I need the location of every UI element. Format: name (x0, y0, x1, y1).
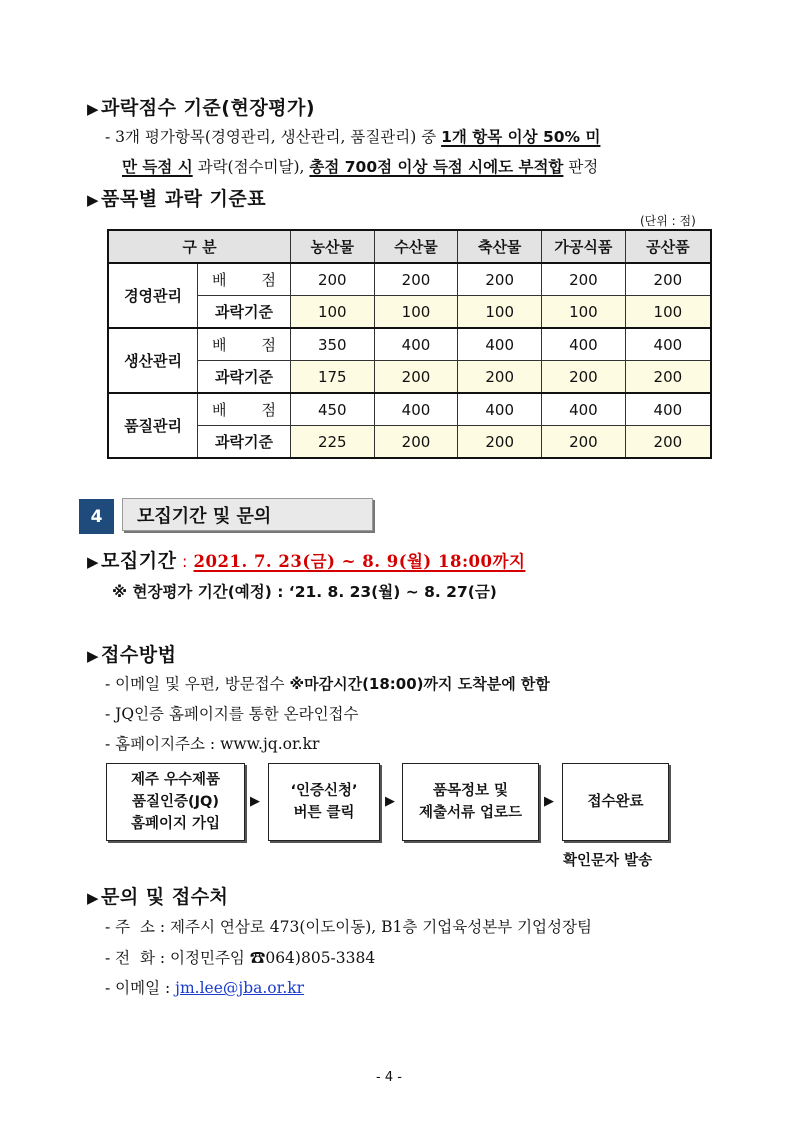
period-label: 모집기간 (101, 550, 177, 572)
table-cell: 100 (374, 296, 458, 329)
flow-step-apply: ‘인증신청’ 버튼 클릭 (268, 763, 380, 841)
row-label: 배 점 (198, 263, 291, 296)
header-category: 구 분 (108, 230, 290, 263)
table-cell: 200 (625, 361, 711, 394)
table-row (108, 263, 711, 296)
table-cell: 400 (542, 393, 626, 426)
deadline-note: ※마감시간(18:00)까지 도착분에 한함 (289, 675, 550, 693)
row-label: 과락기준 (198, 426, 291, 459)
header-livestock: 축산물 (458, 230, 542, 263)
contact-heading (87, 882, 228, 909)
contact-phone: - 전 화 : 이정민주임 ☎064)805-3384 (105, 949, 376, 967)
criteria-line-2: 만 득점 시 과락(점수미달), 총점 700점 이상 득점 시에도 부적합 판정 (122, 158, 599, 176)
page-number: - 4 - (376, 1070, 402, 1085)
table-cell: 200 (542, 426, 626, 459)
header-agri: 농산물 (290, 230, 374, 263)
row-label: 배 점 (198, 328, 291, 361)
table-row (108, 393, 711, 426)
header-fish: 수산물 (374, 230, 458, 263)
triangle-right-icon: ▶ (87, 100, 100, 118)
section-title: 모집기간 및 문의 (122, 498, 373, 531)
triangle-right-icon: ▶ (87, 191, 100, 209)
group-management: 경영관리 (108, 263, 198, 328)
header-processed: 가공식품 (542, 230, 626, 263)
period-value: 2021. 7. 23(금) ~ 8. 9(월) 18:00까지 (193, 552, 526, 571)
flow-step-complete: 접수완료 (562, 763, 669, 841)
criteria-emphasis-2: 만 득점 시 (122, 158, 193, 176)
table-cell: 400 (458, 393, 542, 426)
flow-step-upload: 품목정보 및 제출서류 업로드 (402, 763, 539, 841)
table-cell: 450 (290, 393, 374, 426)
criteria-emphasis-3: 총점 700점 이상 득점 시에도 부적합 (309, 158, 564, 176)
table-cell: 100 (625, 296, 711, 329)
contact-email-line: - 이메일 : jm.lee@jba.or.kr (105, 979, 305, 997)
table-heading (87, 184, 266, 211)
criteria-line-1: - 3개 평가항목(경영관리, 생산관리, 품질관리) 중 1개 항목 이상 50% 미 (105, 128, 601, 146)
group-quality: 품질관리 (108, 393, 198, 458)
flow-note: 확인문자 발송 (563, 853, 653, 869)
triangle-right-icon: ▶ (87, 889, 100, 907)
table-cell: 400 (374, 328, 458, 361)
header-industrial: 공산품 (625, 230, 711, 263)
table-cell: 200 (374, 263, 458, 296)
email-link[interactable]: jm.lee@jba.or.kr (175, 979, 305, 997)
table-row (108, 426, 711, 459)
criteria-heading (87, 93, 315, 120)
score-table (107, 229, 712, 459)
triangle-right-icon: ▶ (87, 647, 100, 665)
criteria-heading-text: 과락점수 기준(현장평가) (101, 97, 316, 119)
group-production: 생산관리 (108, 328, 198, 393)
flow-step-signup: 제주 우수제품 품질인증(JQ) 홈페이지 가입 (106, 763, 245, 841)
arrow-right-icon: ▶ (385, 794, 395, 809)
table-cell: 200 (290, 263, 374, 296)
period-line: ▶ 모집기간 : 2021. 7. 23(금) ~ 8. 9(월) 18:00까지 (87, 550, 526, 572)
table-cell: 200 (458, 426, 542, 459)
unit-label: (단위 : 점) (640, 214, 696, 228)
site-eval-period: ※ 현장평가 기간(예정) : ‘21. 8. 23(월) ~ 8. 27(금) (112, 583, 497, 601)
table-cell: 100 (458, 296, 542, 329)
arrow-right-icon: ▶ (544, 794, 554, 809)
table-row (108, 296, 711, 329)
table-cell: 200 (542, 361, 626, 394)
method-heading (87, 640, 176, 667)
table-cell: 400 (625, 393, 711, 426)
section-number-badge: 4 (79, 499, 114, 534)
table-cell: 350 (290, 328, 374, 361)
table-cell: 400 (458, 328, 542, 361)
table-row (108, 361, 711, 394)
table-cell: 100 (290, 296, 374, 329)
table-cell: 200 (458, 361, 542, 394)
table-cell: 200 (374, 426, 458, 459)
row-label: 배 점 (198, 393, 291, 426)
table-cell: 225 (290, 426, 374, 459)
method-line-1: - 이메일 및 우편, 방문접수 ※마감시간(18:00)까지 도착분에 한함 (105, 675, 550, 693)
table-cell: 400 (542, 328, 626, 361)
table-cell: 200 (625, 426, 711, 459)
criteria-emphasis-1: 1개 항목 이상 50% 미 (441, 128, 601, 146)
arrow-right-icon: ▶ (250, 794, 260, 809)
triangle-right-icon: ▶ (87, 553, 100, 571)
method-line-2: - JQ인증 홈페이지를 통한 온라인접수 (105, 705, 359, 723)
table-cell: 100 (542, 296, 626, 329)
table-cell: 200 (542, 263, 626, 296)
table-cell: 175 (290, 361, 374, 394)
table-cell: 200 (374, 361, 458, 394)
table-cell: 400 (374, 393, 458, 426)
contact-address: - 주 소 : 제주시 연삼로 473(이도이동), B1층 기업육성본부 기업성장팀 (105, 918, 592, 936)
table-header-row (108, 230, 711, 263)
table-cell: 200 (458, 263, 542, 296)
table-cell: 200 (625, 263, 711, 296)
row-label: 과락기준 (198, 361, 291, 394)
method-heading-text: 접수방법 (101, 644, 177, 666)
table-cell: 400 (625, 328, 711, 361)
table-row (108, 328, 711, 361)
row-label: 과락기준 (198, 296, 291, 329)
contact-heading-text: 문의 및 접수처 (101, 886, 229, 908)
method-line-3: - 홈페이지주소 : www.jq.or.kr (105, 735, 320, 753)
table-heading-text: 품목별 과락 기준표 (101, 188, 267, 210)
